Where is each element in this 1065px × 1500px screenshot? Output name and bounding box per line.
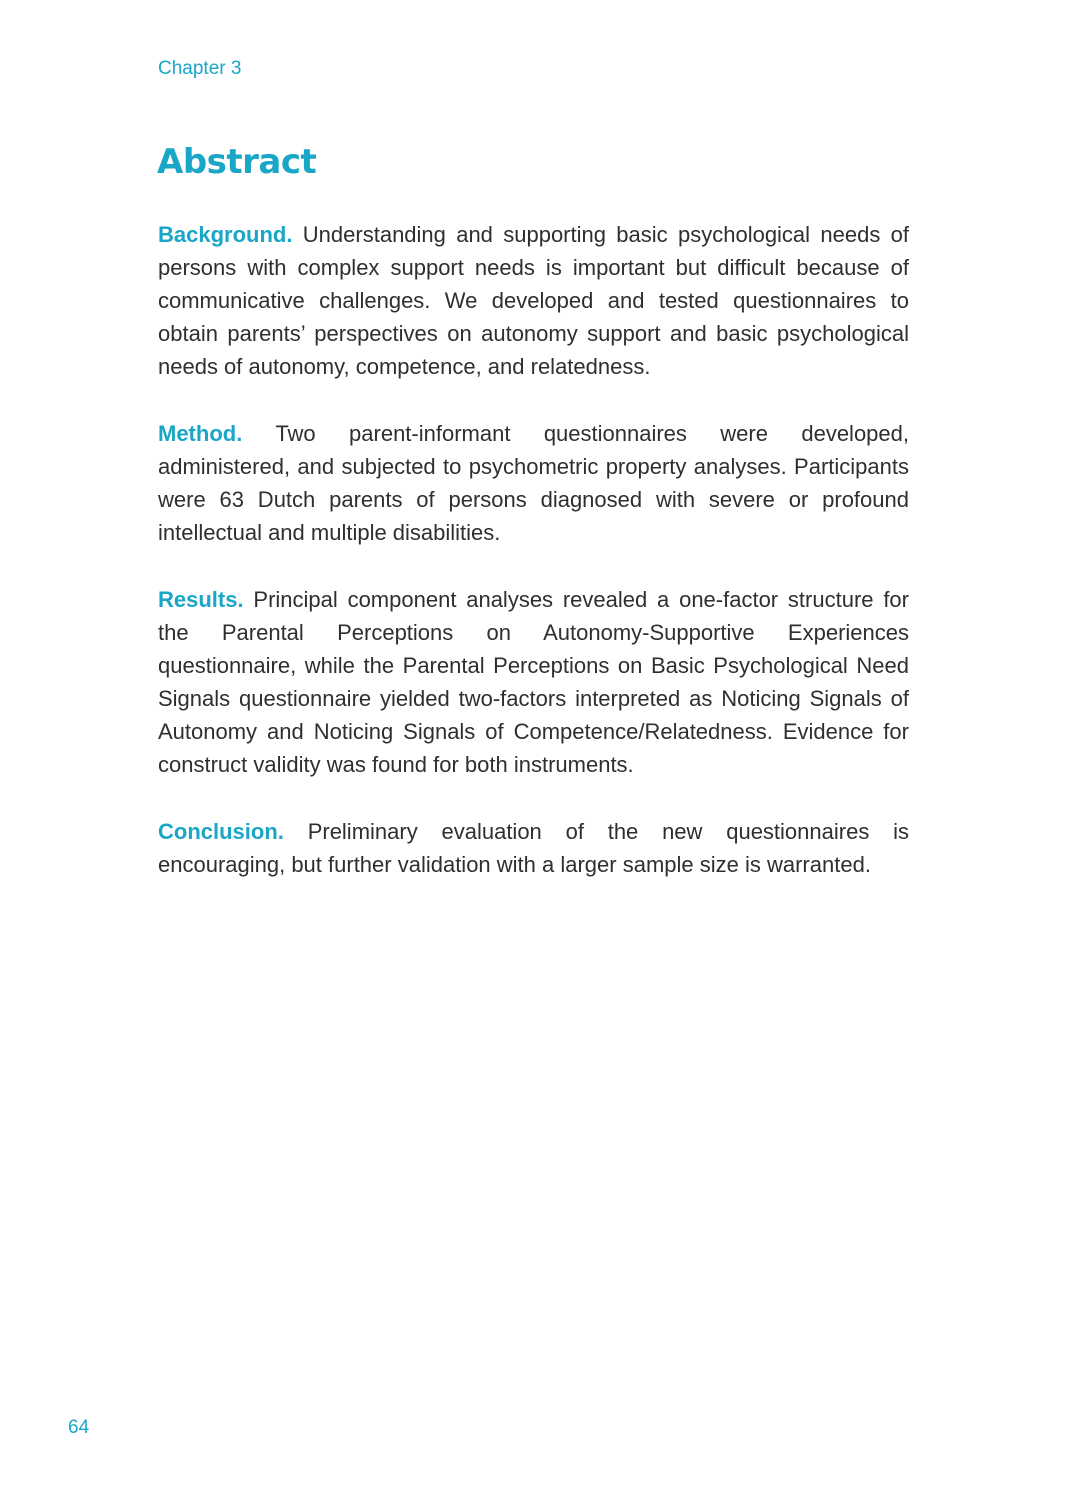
background-label: Background.: [158, 222, 293, 247]
abstract-body: [158, 218, 909, 915]
running-head: Chapter 3: [158, 58, 242, 79]
method-label: Method.: [158, 421, 243, 446]
background-text: Understanding and supporting basic psychological needs of persons with complex support needs is important but difficult because of communicative challenges. We developed and tested questionnaires to obtain parents’ perspectives on autonomy support and basic psychological needs of autonomy, competence, and relatedness.: [158, 222, 909, 379]
conclusion-section: [158, 815, 909, 881]
conclusion-label: Conclusion.: [158, 819, 284, 844]
background-section: [158, 218, 909, 383]
method-text: Two parent-informant questionnaires were developed, administered, and subjected to psychometric property analyses. Participants were 63 Dutch parents of persons diagnosed with severe or profound intellectual and multiple disabilities.: [158, 421, 910, 545]
page-number: 64: [68, 1417, 90, 1438]
results-label: Results.: [158, 587, 244, 612]
conclusion-text: Preliminary evaluation of the new questionnaires is encouraging, but further validation with a larger sample size is warranted.: [158, 819, 909, 877]
method-section: [158, 417, 909, 549]
abstract-title: Abstract: [157, 142, 317, 182]
results-section: [158, 583, 909, 781]
results-text: Principal component analyses revealed a one-factor structure for the Parental Perceptions on Autonomy-Supportive Experiences questionnaire, while the Parental Perceptions on Basic Psychological Need Signals questionnaire yielded two-factors interpreted as Noticing Signals of Autonomy and Noticing Signals of Competence/Relatedness. Evidence for construct validity was found for both instruments.: [158, 587, 909, 777]
